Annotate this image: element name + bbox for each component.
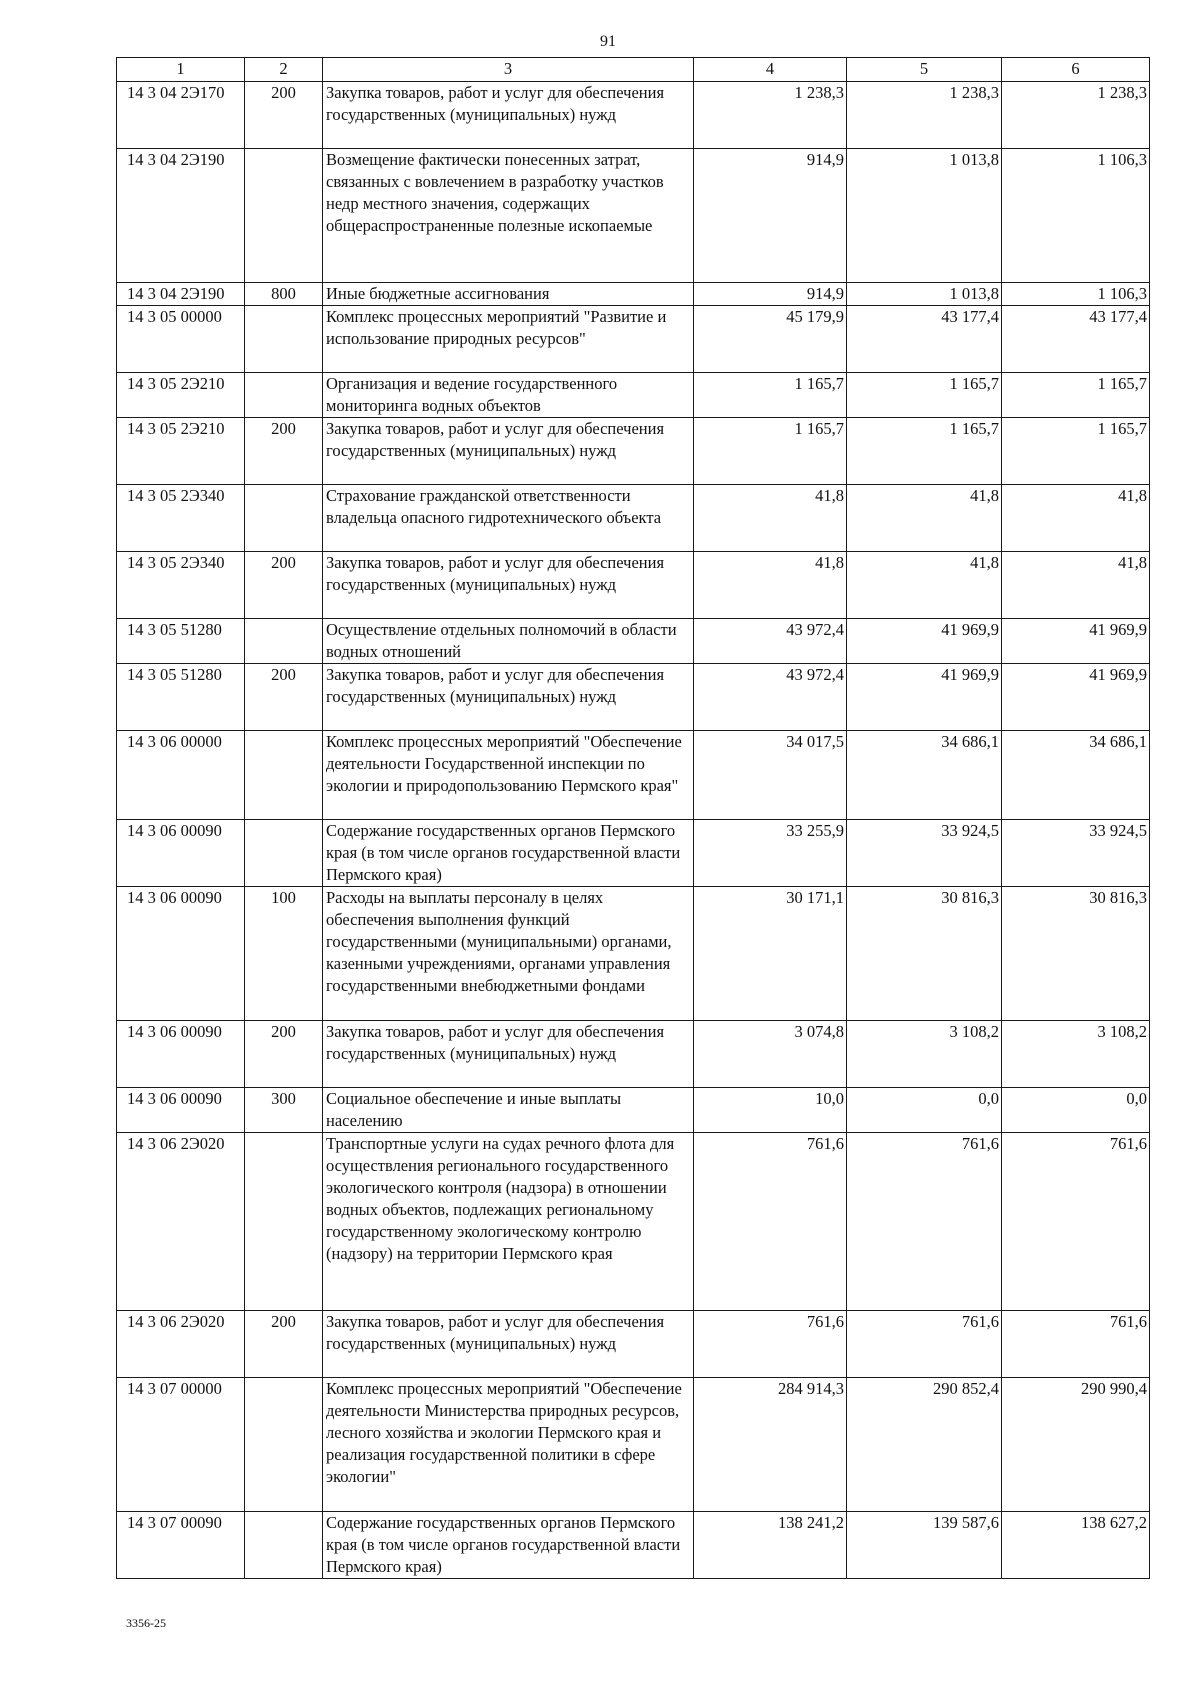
expense-type-cell: 100 xyxy=(245,887,323,1021)
budget-code-cell: 14 3 05 2Э340 xyxy=(117,485,245,552)
amount-col5-cell: 139 587,6 xyxy=(847,1512,1002,1579)
budget-code-cell: 14 3 04 2Э190 xyxy=(117,149,245,283)
column-header: 5 xyxy=(847,58,1002,82)
amount-col5-cell: 1 238,3 xyxy=(847,82,1002,149)
description-cell: Организация и ведение государственного мониторинга водных объектов xyxy=(323,373,694,418)
amount-col4-cell: 43 972,4 xyxy=(694,664,847,731)
table-row xyxy=(117,1088,1150,1133)
table-row xyxy=(117,149,1150,283)
amount-col5-cell: 33 924,5 xyxy=(847,820,1002,887)
expense-type-cell: 200 xyxy=(245,1311,323,1378)
description-cell: Комплекс процессных мероприятий "Обеспечение деятельности Министерства природных ресурсов, лесного хозяйства и экологии Пермского края и реализация государственной политики в сфере экологии" xyxy=(323,1378,694,1512)
budget-code-cell: 14 3 06 00000 xyxy=(117,731,245,820)
table-row xyxy=(117,619,1150,664)
column-header: 4 xyxy=(694,58,847,82)
budget-code-cell: 14 3 06 00090 xyxy=(117,887,245,1021)
amount-col4-cell: 138 241,2 xyxy=(694,1512,847,1579)
expense-type-cell: 200 xyxy=(245,418,323,485)
expense-type-cell: 200 xyxy=(245,1021,323,1088)
amount-col4-cell: 914,9 xyxy=(694,283,847,306)
amount-col5-cell: 3 108,2 xyxy=(847,1021,1002,1088)
amount-col4-cell: 43 972,4 xyxy=(694,619,847,664)
column-header: 2 xyxy=(245,58,323,82)
amount-col6-cell: 1 165,7 xyxy=(1002,418,1150,485)
amount-col4-cell: 10,0 xyxy=(694,1088,847,1133)
amount-col6-cell: 1 106,3 xyxy=(1002,283,1150,306)
amount-col4-cell: 284 914,3 xyxy=(694,1378,847,1512)
budget-code-cell: 14 3 04 2Э170 xyxy=(117,82,245,149)
description-cell: Содержание государственных органов Пермского края (в том числе органов государственной власти Пермского края) xyxy=(323,1512,694,1579)
budget-table xyxy=(116,57,1150,1579)
description-cell: Закупка товаров, работ и услуг для обеспечения государственных (муниципальных) нужд xyxy=(323,1311,694,1378)
amount-col4-cell: 3 074,8 xyxy=(694,1021,847,1088)
amount-col4-cell: 41,8 xyxy=(694,552,847,619)
amount-col4-cell: 45 179,9 xyxy=(694,306,847,373)
budget-code-cell: 14 3 04 2Э190 xyxy=(117,283,245,306)
description-cell: Страхование гражданской ответственности владельца опасного гидротехнического объекта xyxy=(323,485,694,552)
amount-col5-cell: 1 013,8 xyxy=(847,283,1002,306)
description-cell: Закупка товаров, работ и услуг для обеспечения государственных (муниципальных) нужд xyxy=(323,664,694,731)
amount-col4-cell: 1 165,7 xyxy=(694,373,847,418)
budget-code-cell: 14 3 06 00090 xyxy=(117,1021,245,1088)
amount-col6-cell: 761,6 xyxy=(1002,1133,1150,1311)
description-cell: Комплекс процессных мероприятий "Обеспечение деятельности Государственной инспекции по экологии и природопользованию Пермского края" xyxy=(323,731,694,820)
table-row xyxy=(117,1021,1150,1088)
budget-code-cell: 14 3 05 2Э340 xyxy=(117,552,245,619)
amount-col6-cell: 138 627,2 xyxy=(1002,1512,1150,1579)
amount-col4-cell: 30 171,1 xyxy=(694,887,847,1021)
description-cell: Закупка товаров, работ и услуг для обеспечения государственных (муниципальных) нужд xyxy=(323,552,694,619)
table-row xyxy=(117,1512,1150,1579)
amount-col6-cell: 761,6 xyxy=(1002,1311,1150,1378)
amount-col6-cell: 41,8 xyxy=(1002,552,1150,619)
expense-type-cell xyxy=(245,149,323,283)
amount-col4-cell: 761,6 xyxy=(694,1133,847,1311)
amount-col5-cell: 34 686,1 xyxy=(847,731,1002,820)
table-row xyxy=(117,552,1150,619)
description-cell: Содержание государственных органов Пермского края (в том числе органов государственной власти Пермского края) xyxy=(323,820,694,887)
description-cell: Комплекс процессных мероприятий "Развитие и использование природных ресурсов" xyxy=(323,306,694,373)
description-cell: Закупка товаров, работ и услуг для обеспечения государственных (муниципальных) нужд xyxy=(323,1021,694,1088)
amount-col6-cell: 1 106,3 xyxy=(1002,149,1150,283)
amount-col5-cell: 1 165,7 xyxy=(847,373,1002,418)
budget-code-cell: 14 3 06 00090 xyxy=(117,1088,245,1133)
description-cell: Закупка товаров, работ и услуг для обеспечения государственных (муниципальных) нужд xyxy=(323,418,694,485)
table-row xyxy=(117,82,1150,149)
amount-col6-cell: 34 686,1 xyxy=(1002,731,1150,820)
table-row xyxy=(117,1133,1150,1311)
expense-type-cell xyxy=(245,306,323,373)
amount-col6-cell: 33 924,5 xyxy=(1002,820,1150,887)
budget-code-cell: 14 3 07 00090 xyxy=(117,1512,245,1579)
column-header: 6 xyxy=(1002,58,1150,82)
expense-type-cell xyxy=(245,1133,323,1311)
description-cell: Иные бюджетные ассигнования xyxy=(323,283,694,306)
amount-col4-cell: 914,9 xyxy=(694,149,847,283)
budget-code-cell: 14 3 05 2Э210 xyxy=(117,418,245,485)
expense-type-cell xyxy=(245,619,323,664)
amount-col4-cell: 761,6 xyxy=(694,1311,847,1378)
table-row xyxy=(117,283,1150,306)
amount-col6-cell: 43 177,4 xyxy=(1002,306,1150,373)
table-row xyxy=(117,418,1150,485)
amount-col6-cell: 41 969,9 xyxy=(1002,619,1150,664)
amount-col5-cell: 41,8 xyxy=(847,485,1002,552)
expense-type-cell: 300 xyxy=(245,1088,323,1133)
amount-col5-cell: 41 969,9 xyxy=(847,619,1002,664)
table-row xyxy=(117,373,1150,418)
description-cell: Закупка товаров, работ и услуг для обеспечения государственных (муниципальных) нужд xyxy=(323,82,694,149)
table-row xyxy=(117,1311,1150,1378)
amount-col6-cell: 290 990,4 xyxy=(1002,1378,1150,1512)
description-cell: Социальное обеспечение и иные выплаты населению xyxy=(323,1088,694,1133)
expense-type-cell xyxy=(245,1378,323,1512)
amount-col6-cell: 0,0 xyxy=(1002,1088,1150,1133)
description-cell: Транспортные услуги на судах речного флота для осуществления регионального государственного экологического контроля (надзора) в отношении водных объектов, подлежащих региональному государственному экологическому контролю (надзору) на территории Пермского края xyxy=(323,1133,694,1311)
amount-col5-cell: 41 969,9 xyxy=(847,664,1002,731)
column-header: 1 xyxy=(117,58,245,82)
amount-col6-cell: 1 165,7 xyxy=(1002,373,1150,418)
amount-col5-cell: 290 852,4 xyxy=(847,1378,1002,1512)
amount-col4-cell: 33 255,9 xyxy=(694,820,847,887)
amount-col5-cell: 1 165,7 xyxy=(847,418,1002,485)
description-cell: Осуществление отдельных полномочий в области водных отношений xyxy=(323,619,694,664)
description-cell: Возмещение фактически понесенных затрат, связанных с вовлечением в разработку участков недр местного значения, содержащих общераспространенные полезные ископаемые xyxy=(323,149,694,283)
page-number: 91 xyxy=(600,33,616,50)
table-row xyxy=(117,887,1150,1021)
amount-col5-cell: 0,0 xyxy=(847,1088,1002,1133)
amount-col5-cell: 761,6 xyxy=(847,1133,1002,1311)
table-row xyxy=(117,485,1150,552)
budget-code-cell: 14 3 06 00090 xyxy=(117,820,245,887)
table-row xyxy=(117,306,1150,373)
table-row xyxy=(117,1378,1150,1512)
amount-col6-cell: 1 238,3 xyxy=(1002,82,1150,149)
description-cell: Расходы на выплаты персоналу в целях обеспечения выполнения функций государственными (муниципальными) органами, казенными учреждениями, органами управления государственными внебюджетными фондами xyxy=(323,887,694,1021)
expense-type-cell xyxy=(245,820,323,887)
amount-col4-cell: 1 238,3 xyxy=(694,82,847,149)
amount-col5-cell: 41,8 xyxy=(847,552,1002,619)
budget-code-cell: 14 3 05 00000 xyxy=(117,306,245,373)
amount-col6-cell: 3 108,2 xyxy=(1002,1021,1150,1088)
amount-col5-cell: 1 013,8 xyxy=(847,149,1002,283)
amount-col5-cell: 43 177,4 xyxy=(847,306,1002,373)
budget-code-cell: 14 3 05 2Э210 xyxy=(117,373,245,418)
budget-code-cell: 14 3 06 2Э020 xyxy=(117,1133,245,1311)
expense-type-cell: 200 xyxy=(245,82,323,149)
expense-type-cell xyxy=(245,485,323,552)
expense-type-cell xyxy=(245,373,323,418)
document-code: 3356-25 xyxy=(126,1616,166,1630)
column-header: 3 xyxy=(323,58,694,82)
budget-code-cell: 14 3 06 2Э020 xyxy=(117,1311,245,1378)
amount-col5-cell: 761,6 xyxy=(847,1311,1002,1378)
expense-type-cell: 800 xyxy=(245,283,323,306)
table-row xyxy=(117,731,1150,820)
expense-type-cell: 200 xyxy=(245,552,323,619)
amount-col6-cell: 30 816,3 xyxy=(1002,887,1150,1021)
amount-col6-cell: 41,8 xyxy=(1002,485,1150,552)
table-header-row xyxy=(117,58,1150,82)
budget-code-cell: 14 3 05 51280 xyxy=(117,664,245,731)
expense-type-cell xyxy=(245,731,323,820)
budget-code-cell: 14 3 05 51280 xyxy=(117,619,245,664)
table-row xyxy=(117,664,1150,731)
amount-col5-cell: 30 816,3 xyxy=(847,887,1002,1021)
table-row xyxy=(117,820,1150,887)
amount-col6-cell: 41 969,9 xyxy=(1002,664,1150,731)
amount-col4-cell: 1 165,7 xyxy=(694,418,847,485)
amount-col4-cell: 41,8 xyxy=(694,485,847,552)
budget-code-cell: 14 3 07 00000 xyxy=(117,1378,245,1512)
expense-type-cell: 200 xyxy=(245,664,323,731)
amount-col4-cell: 34 017,5 xyxy=(694,731,847,820)
expense-type-cell xyxy=(245,1512,323,1579)
